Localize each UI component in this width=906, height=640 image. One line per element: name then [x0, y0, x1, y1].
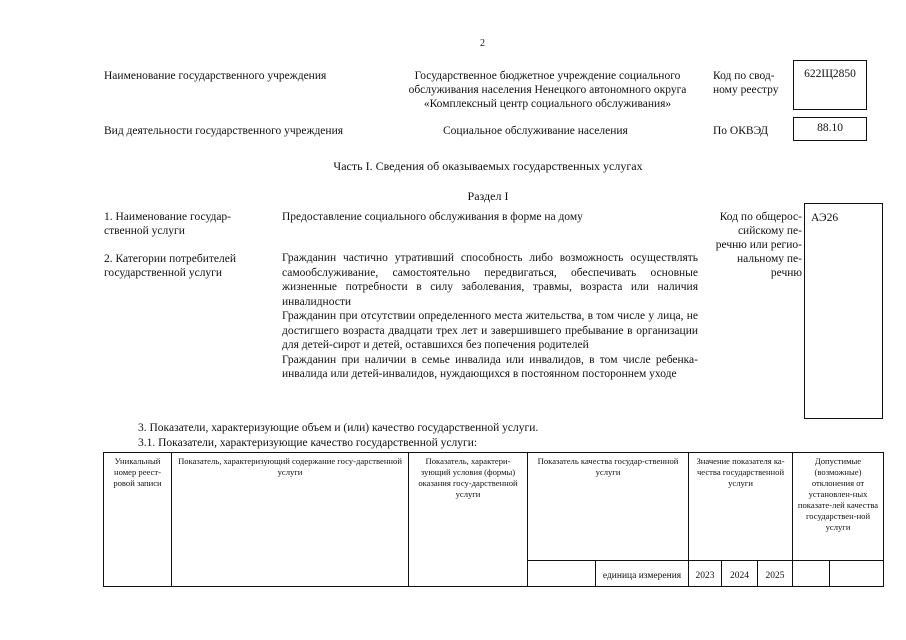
part-title: Часть I. Сведения об оказываемых государственных услугах [333, 159, 643, 173]
empty-cell [830, 561, 884, 587]
consumer-categories [282, 251, 698, 382]
registry-code-box: 622Щ2850 [793, 60, 867, 110]
institution-name [380, 69, 715, 111]
okved-code-box: 88.10 [793, 117, 867, 141]
header-unit: единица измерения [596, 561, 689, 587]
general-list-code-label-line: речню [770, 267, 802, 279]
header-deviations: Допустимые (возможные) отклонения от установлен-ных показате-лей качества государствен-ной услуги [793, 453, 884, 561]
consumers-label-line: государственной услуги [104, 267, 223, 279]
header-year: 2023 [689, 561, 722, 587]
service-name-label-line: ственной услуги [104, 225, 185, 237]
institution-label: Наименование государственного учреждения [104, 70, 327, 82]
header-indicator-value: Значение показателя ка-чества государственной услуги [689, 453, 793, 561]
quality-indicators-title: 3.1. Показатели, характеризующие качество государственной услуги: [138, 437, 478, 449]
page-number: 2 [480, 38, 485, 49]
consumers-label [104, 252, 236, 280]
general-list-code-label [700, 210, 802, 280]
consumers-label-line: 2. Категории потребителей [104, 253, 236, 265]
activity-value: Социальное обслуживание населения [443, 125, 628, 137]
header-quality-indicator: Показатель качества государ-ственной услуги [528, 453, 689, 561]
consumer-category-paragraph: Гражданин при наличии в семье инвалида или инвалидов, в том числе ребенка-инвалида или детей-инвалидов, нуждающихся в постоянном постороннем уходе [282, 353, 698, 380]
consumer-category-paragraph: Гражданин при отсутствии определенного места жительства, в том числе у лица, не достигшего возраста двадцати трех лет и завершившего пребывание в организации для детей-сирот и детей, оставшихся без попечения родителей [282, 310, 698, 351]
service-name-label-line: 1. Наименование государ- [104, 211, 231, 223]
registry-code-label [713, 69, 778, 97]
header-year: 2024 [722, 561, 758, 587]
general-list-code-box: АЭ26 [804, 203, 883, 419]
indicators-title: 3. Показатели, характеризующие объем и (или) качество государственной услуги. [138, 422, 539, 434]
header-content-indicator: Показатель, характеризующий содержание госу-дарственной услуги [172, 453, 409, 587]
general-list-code-label-line: нальному пе- [736, 253, 802, 265]
registry-code-label-line: Код по свод- [713, 70, 775, 82]
empty-cell [528, 561, 596, 587]
general-list-code-label-line: сийскому пе- [737, 225, 802, 237]
general-list-code-label-line: речню или регио- [715, 239, 802, 251]
service-name-value: Предоставление социального обслуживания в форме на дому [282, 211, 583, 223]
quality-indicators-table [103, 452, 884, 587]
section-title: Раздел I [467, 189, 509, 203]
general-list-code-label-line: Код по общерос- [719, 211, 802, 223]
header-year: 2025 [758, 561, 793, 587]
consumer-category-paragraph: Гражданин частично утративший способность либо возможность осуществлять самообслуживание, самостоятельно передвигаться, обеспечивать основные жизненные потребности в силу заболевания, травмы, возраста или наличия инвалидности [282, 252, 698, 308]
header-registry-number: Уникальный номер реест-ровой записи [104, 453, 172, 587]
activity-label: Вид деятельности государственного учреждения [104, 125, 344, 137]
institution-name-line: обслуживания населения Ненецкого автономного округа [408, 84, 687, 96]
header-conditions-indicator: Показатель, характери-зующий условия (формы) оказания госу-дарственной услуги [409, 453, 528, 587]
empty-cell [793, 561, 830, 587]
registry-code-label-line: ному реестру [713, 84, 779, 96]
institution-name-line: Государственное бюджетное учреждение социального [414, 70, 681, 82]
service-name-label [104, 210, 231, 238]
okved-label: По ОКВЭД [713, 125, 769, 137]
institution-name-line: «Комплексный центр социального обслуживания» [423, 98, 672, 110]
